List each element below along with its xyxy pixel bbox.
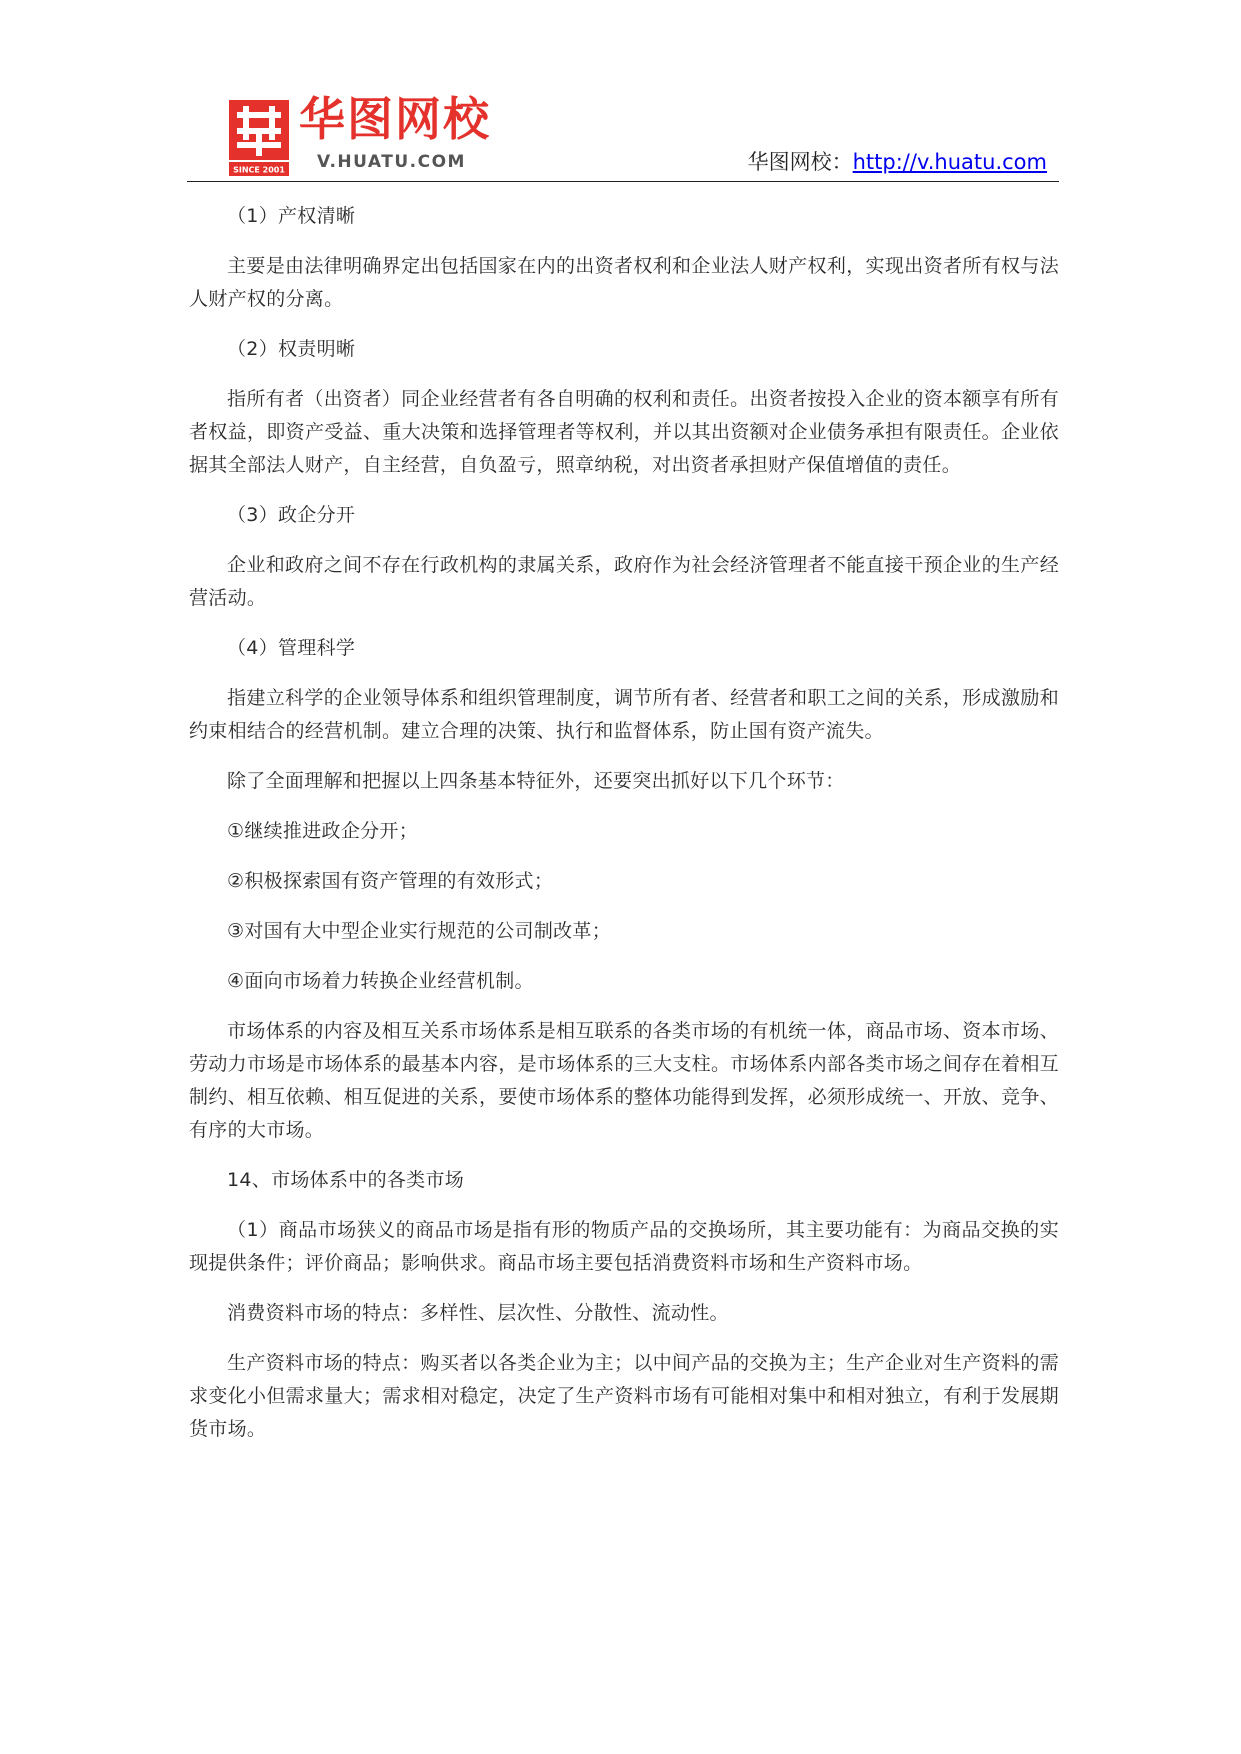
logo-subtitle: V.HUATU.COM (317, 152, 466, 172)
header-site (748, 146, 1047, 176)
header-divider (187, 181, 1059, 182)
paragraph: 指所有者（出资者）同企业经营者有各自明确的权利和责任。出资者按投入企业的资本额享有所有者权益，即资产受益、重大决策和选择管理者等权利，并以其出资额对企业债务承担有限责任。企业依据其全部法人财产，自主经营，自负盈亏，照章纳税，对出资者承担财产保值增值的责任。 (189, 388, 1059, 476)
paragraph: 消费资料市场的特点：多样性、层次性、分散性、流动性。 (227, 1302, 729, 1324)
paragraph: 生产资料市场的特点：购买者以各类企业为主；以中间产品的交换为主；生产企业对生产资料的需求变化小但需求量大；需求相对稳定，决定了生产资料市场有可能相对集中和相对独立，有利于发展期货市场。 (189, 1352, 1059, 1440)
list-item: ①继续推进政企分开； (227, 820, 419, 842)
page-header (187, 88, 1059, 183)
document-body (189, 200, 1059, 1463)
paragraph: 企业和政府之间不存在行政机构的隶属关系，政府作为社会经济管理者不能直接干预企业的生产经营活动。 (189, 554, 1059, 609)
paragraph: 除了全面理解和把握以上四条基本特征外，还要突出抓好以下几个环节： (227, 770, 845, 792)
site-label: 华图网校： (747, 150, 853, 174)
list-item: ②积极探索国有资产管理的有效形式； (227, 870, 554, 892)
heading-market-types: 14、市场体系中的各类市场 (227, 1169, 465, 1191)
huatu-logo (229, 92, 549, 176)
huatu-logo-mark (229, 100, 289, 176)
paragraph: 主要是由法律明确界定出包括国家在内的出资者权利和企业法人财产权利，实现出资者所有权与法人财产权的分离。 (189, 255, 1059, 310)
paragraph: 指建立科学的企业领导体系和组织管理制度，调节所有者、经营者和职工之间的关系，形成激励和约束相结合的经营机制。建立合理的决策、执行和监督体系，防止国有资产流失。 (189, 687, 1059, 742)
list-item: ③对国有大中型企业实行规范的公司制改革； (227, 920, 612, 942)
logo-badge: SINCE 2001 (233, 165, 285, 175)
heading-management: （4）管理科学 (227, 637, 356, 659)
heading-property-rights: （1）产权清晰 (227, 205, 356, 227)
logo-title: 华图网校 (299, 92, 491, 146)
paragraph: 市场体系的内容及相互关系市场体系是相互联系的各类市场的有机统一体，商品市场、资本市场、劳动力市场是市场体系的最基本内容，是市场体系的三大支柱。市场体系内部各类市场之间存在着相互制约、相互依赖、相互促进的关系，要使市场体系的整体功能得到发挥，必须形成统一、开放、竞争、有序的大市场。 (189, 1020, 1059, 1141)
list-item: ④面向市场着力转换企业经营机制。 (227, 970, 534, 992)
paragraph: （1）商品市场狭义的商品市场是指有形的物质产品的交换场所，其主要功能有：为商品交换的实现提供条件；评价商品；影响供求。商品市场主要包括消费资料市场和生产资料市场。 (189, 1219, 1059, 1274)
site-link[interactable]: http://v.huatu.com (852, 150, 1047, 174)
heading-separation: （3）政企分开 (227, 504, 356, 526)
heading-rights-responsibilities: （2）权责明晰 (227, 338, 356, 360)
